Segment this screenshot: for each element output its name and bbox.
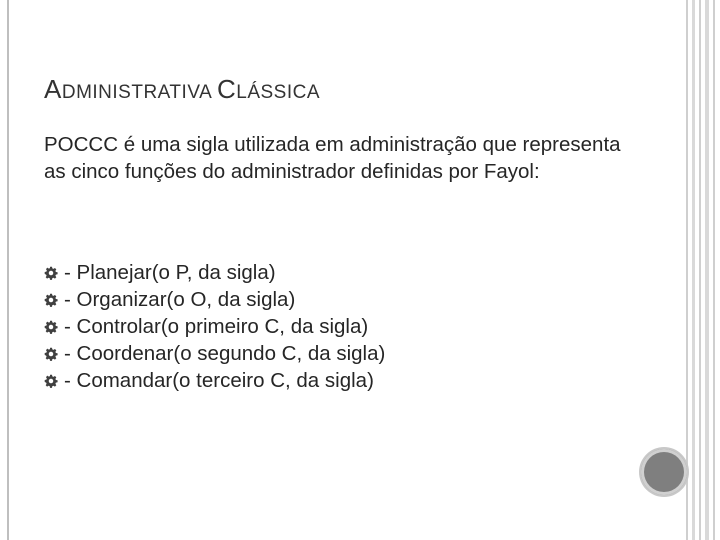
- right-border-line-5: [713, 0, 715, 540]
- title-part: LÁSSICA: [236, 82, 321, 103]
- gear-icon: [44, 266, 58, 280]
- list-item-text: - Controlar(o primeiro C, da sigla): [64, 314, 369, 338]
- list-item-text: - Organizar(o O, da sigla): [64, 287, 296, 311]
- list-item: [44, 340, 385, 367]
- title-part: DMINISTRATIVA: [61, 82, 217, 103]
- list-item: [44, 367, 385, 394]
- list-item-text: - Coordenar(o segundo C, da sigla): [64, 341, 386, 365]
- slide-title: [44, 74, 320, 105]
- list-item: [44, 259, 385, 286]
- intro-paragraph: POCCC é uma sigla utilizada em administração que representa as cinco funções do administrador definidas por Fayol:: [44, 133, 621, 183]
- decorative-circle: [641, 449, 687, 495]
- title-part: A: [44, 74, 62, 104]
- list-item-text: - Planejar(o P, da sigla): [64, 260, 276, 284]
- list-item-text: - Comandar(o terceiro C, da sigla): [64, 368, 374, 392]
- left-border-line: [7, 0, 9, 540]
- list-item: [44, 286, 385, 313]
- gear-icon: [44, 374, 58, 388]
- title-part: C: [216, 74, 237, 104]
- bullet-list: [44, 259, 385, 394]
- right-border-line-3: [699, 0, 701, 540]
- gear-icon: [44, 347, 58, 361]
- gear-icon: [44, 320, 58, 334]
- right-border-line-1: [686, 0, 688, 540]
- right-border-line-2: [692, 0, 695, 540]
- list-item: [44, 313, 385, 340]
- right-border-line-4: [705, 0, 709, 540]
- gear-icon: [44, 293, 58, 307]
